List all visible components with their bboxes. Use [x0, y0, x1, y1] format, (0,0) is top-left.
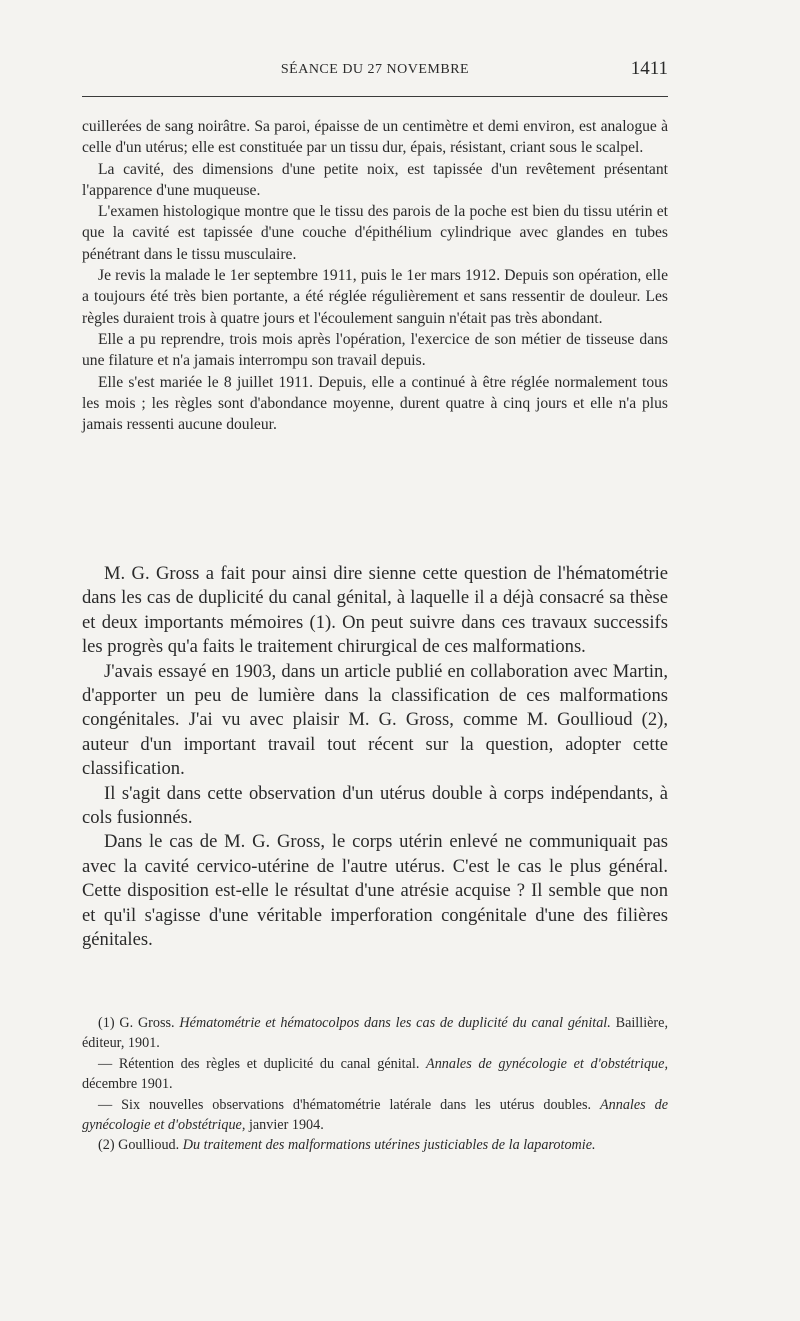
running-title: SÉANCE DU 27 NOVEMBRE: [280, 62, 470, 77]
footnote: [82, 1095, 668, 1136]
footnote-title: Hématométrie et hématocolpos dans les cas de duplicité du canal génital.: [179, 1015, 611, 1031]
footnote-title: Du traitement des malformations utérines justiciables de la laparotomie.: [182, 1137, 596, 1154]
paragraph: L'examen histologique montre que le tissu des parois de la poche est bien du tissu utérin et que la cavité est tapissée d'une couche d'épithélium cylindrique avec glandes en tubes pénétrant dans le tissu musculaire.: [82, 203, 668, 263]
paragraph: Il s'agit dans cette observation d'un utérus double à corps indépendants, à cols fusionnés.: [82, 782, 668, 829]
footnote-title: — Six nouvelles observations d'hématométrie latérale dans les utérus doubles.: [98, 1096, 592, 1113]
paragraph: La cavité, des dimensions d'une petite noix, est tapissée d'un revêtement présentant l'apparence d'une muqueuse.: [82, 160, 668, 199]
footnote-date: décembre 1901.: [82, 1076, 173, 1093]
case-report-text: [82, 116, 668, 435]
footnote-author: (2) Goullioud.: [98, 1137, 180, 1154]
paragraph: Elle a pu reprendre, trois mois après l'opération, l'exercice de son métier de tisseuse dans une filature et n'a jamais interrompu son travail depuis.: [82, 330, 668, 370]
footnote-journal: Annales de gynécologie et d'obstétrique,: [426, 1055, 668, 1072]
footnote-journal: Annales de gynécologie et d'obstétrique,: [82, 1096, 668, 1134]
paragraph: Dans le cas de M. G. Gross, le corps utérin enlevé ne communiquait pas avec la cavité cervico-utérine de l'autre utérus. C'est le cas le plus général. Cette disposition est-elle le résultat d'une atrésie acquise ? Il semble que non et qu'il s'agisse d'une véritable imperforation congénitale d'une des filières génitales.: [82, 831, 668, 951]
footnotes: [82, 1013, 668, 1156]
paragraph: Elle s'est mariée le 8 juillet 1911. Depuis, elle a continué à être réglée normalement tous les mois ; les règles sont d'abondance moyenne, durent quatre à cinq jours et elle n'a plus jamais ressenti aucune douleur.: [82, 373, 668, 434]
paragraph: Je revis la malade le 1er septembre 1911, puis le 1er mars 1912. Depuis son opération, elle a toujours été très bien portante, a été réglée régulièrement et sans ressentir de douleur. Les règles duraient trois à quatre jours et l'écoulement sanguin n'était pas très abondant.: [82, 267, 668, 327]
footnote-date: janvier 1904.: [248, 1117, 324, 1134]
footnote-title: — Rétention des règles et duplicité du canal génital.: [98, 1055, 420, 1072]
footnote-publisher: Baillière, éditeur, 1901.: [82, 1015, 669, 1052]
commentary-text: [82, 562, 668, 953]
header-rule: [82, 96, 668, 97]
page-number: 1411: [630, 58, 668, 79]
page-header: [82, 58, 668, 82]
footnote-author: (1) G. Gross.: [98, 1015, 175, 1031]
paragraph: cuillerées de sang noirâtre. Sa paroi, épaisse de un centimètre et demi environ, est analogue à celle d'un utérus; elle est constituée par un tissu dur, épais, résistant, criant sous le scalpel.: [82, 118, 668, 157]
paragraph: M. G. Gross a fait pour ainsi dire sienne cette question de l'hématométrie dans les cas de duplicité du canal génital, à laquelle il a déjà consacré sa thèse et deux importants mémoires (1). On peut suivre dans ces travaux successifs les progrès qu'a faits le traitement chirurgical de ces malformations.: [82, 563, 668, 658]
footnote: [82, 1135, 668, 1155]
footnote: [82, 1013, 668, 1054]
footnote: [82, 1054, 668, 1095]
paragraph: J'avais essayé en 1903, dans un article publié en collaboration avec Martin, d'apporter un peu de lumière dans la classification de ces malformations congénitales. J'ai vu avec plaisir M. G. Gross, comme M. Goullioud (2), auteur d'un important travail tout récent sur la question, adopter cette classification.: [82, 660, 668, 780]
